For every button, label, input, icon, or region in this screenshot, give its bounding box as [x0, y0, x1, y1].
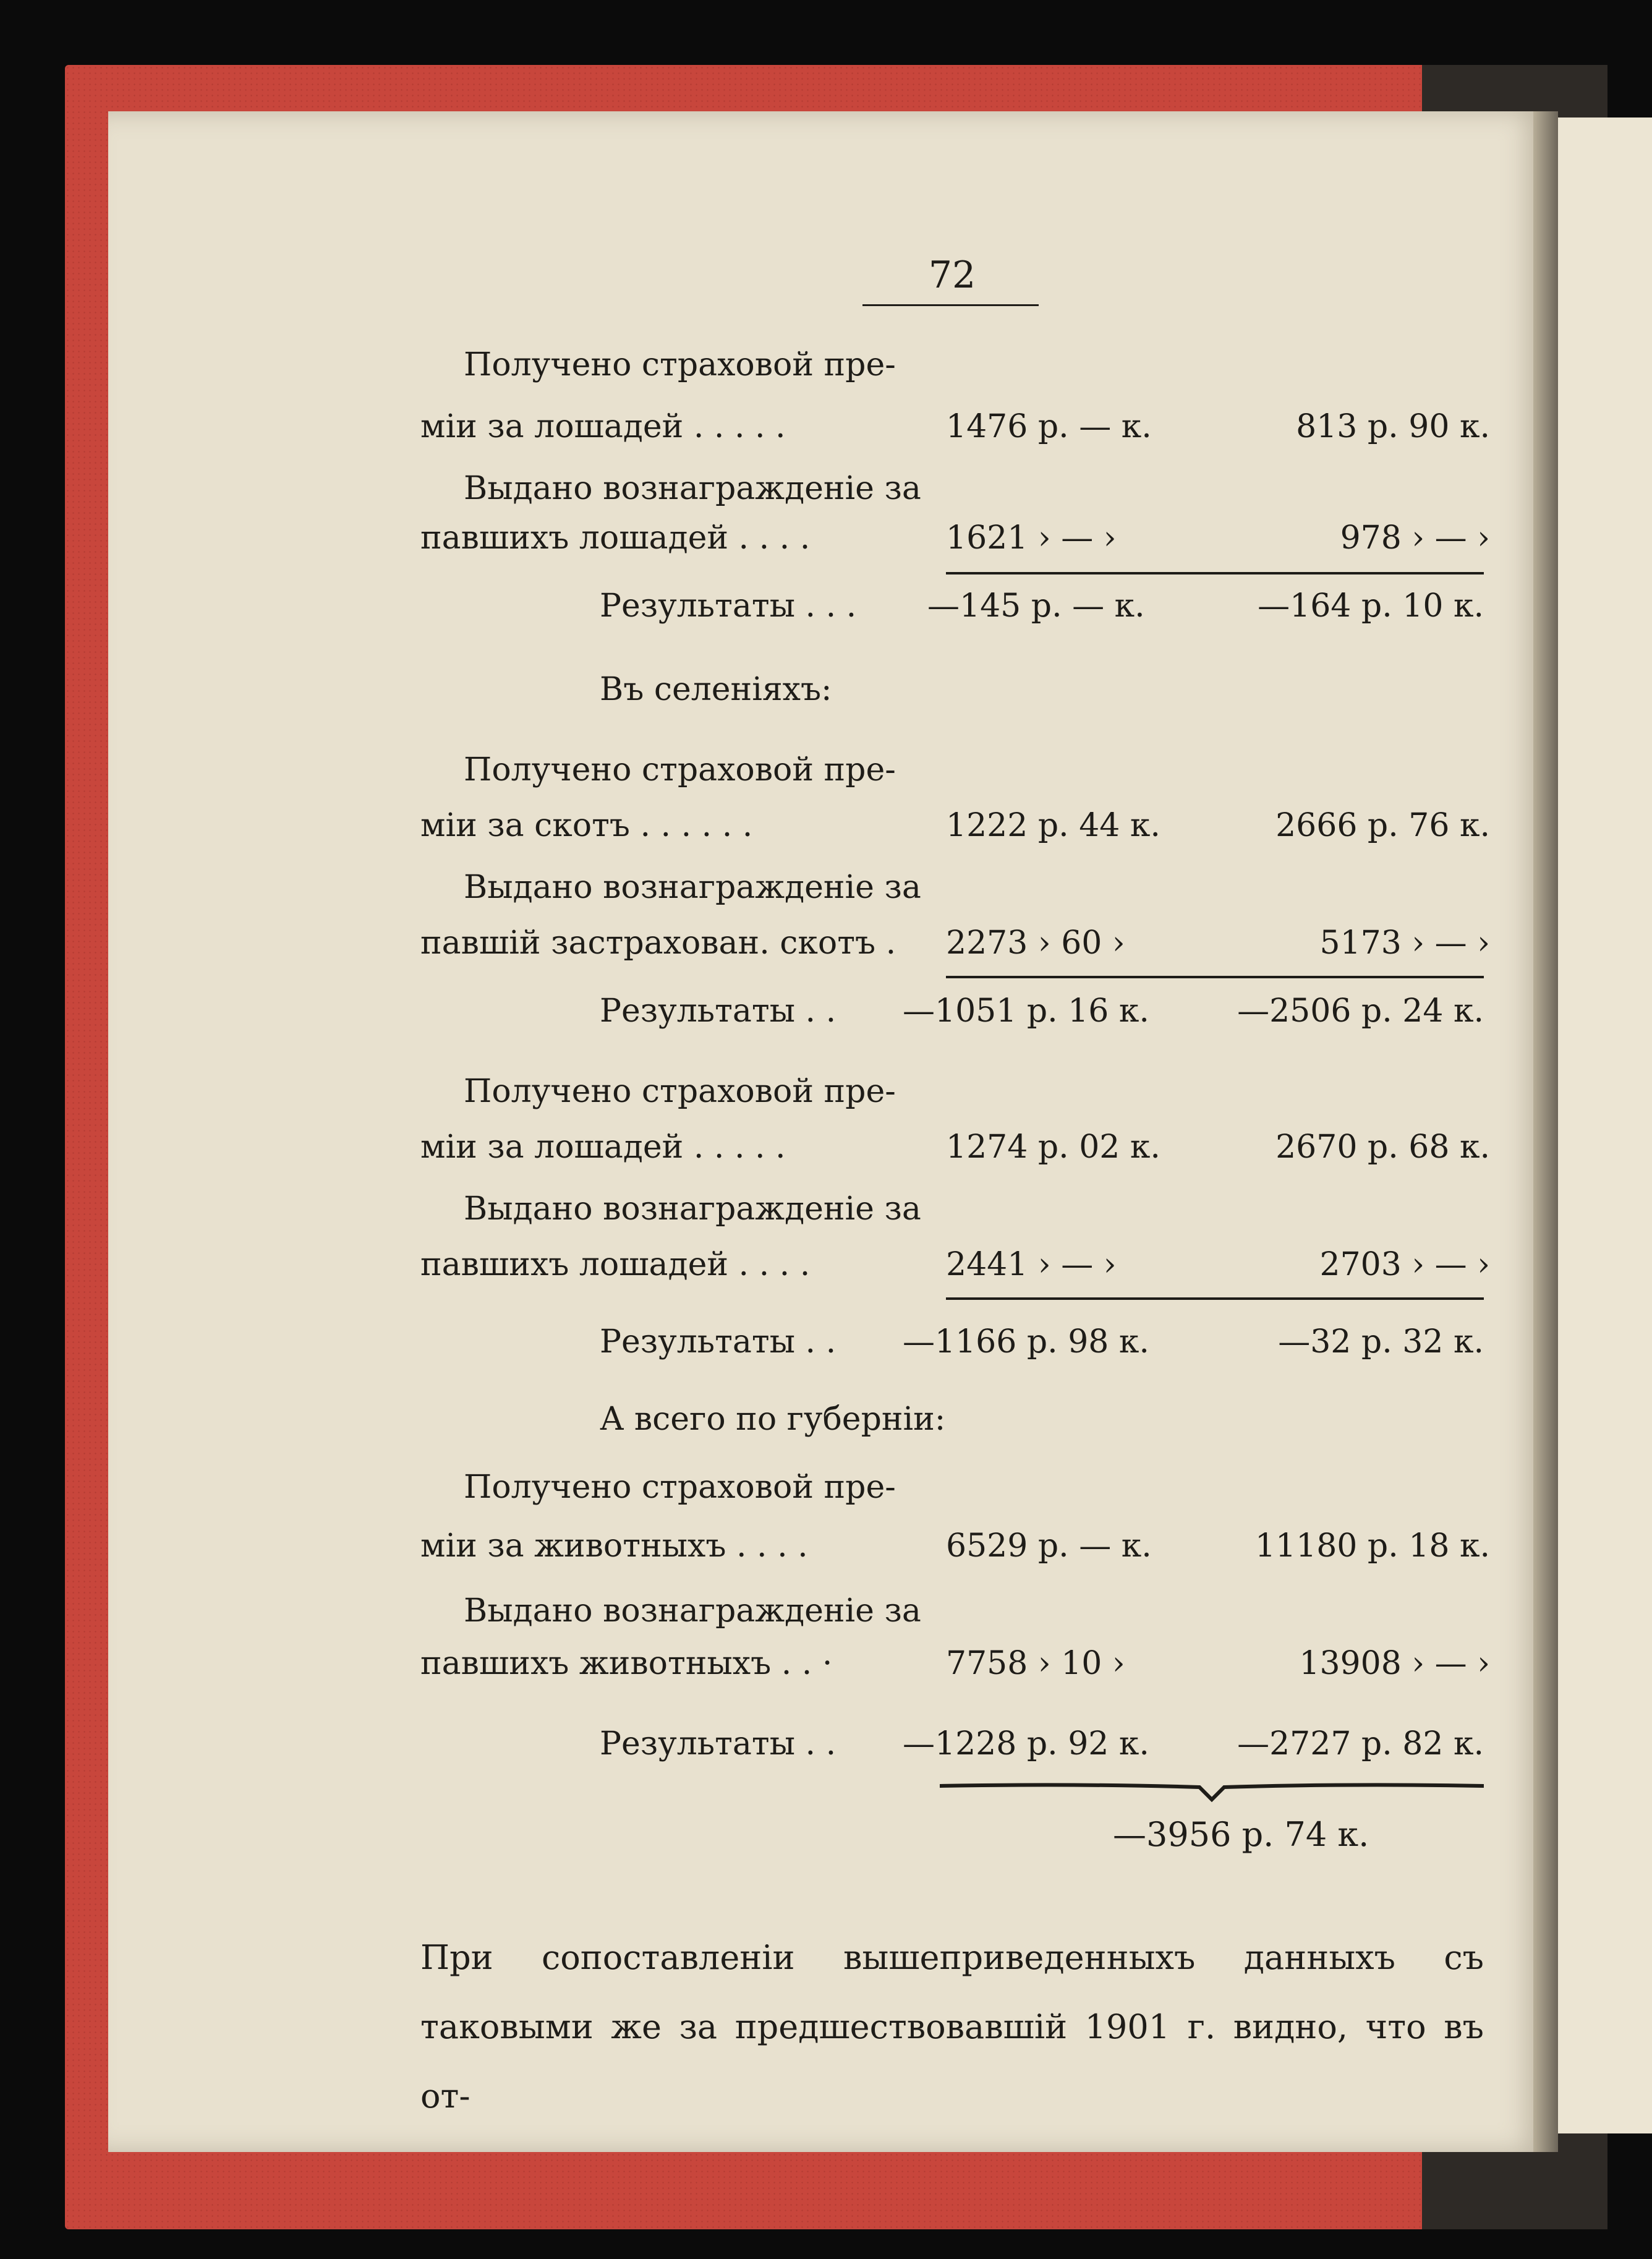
result-1901: —145 р. — к. — [927, 587, 1145, 625]
value-1901: 2441 › — › — [946, 1246, 1117, 1283]
row-label-line2: павшій застрахован. скотъ . — [420, 925, 896, 962]
value-1902: 2666 р. 76 к. — [1275, 807, 1490, 844]
value-1901: 1621 › — › — [946, 519, 1117, 557]
value-1902: 2670 р. 68 к. — [1275, 1129, 1490, 1166]
row-label-line2: міи за скотъ . . . . . . — [420, 807, 753, 844]
result-1902: —2727 р. 82 к. — [1237, 1725, 1484, 1762]
brace-rule — [940, 1775, 1484, 1812]
result-1901: —1051 р. 16 к. — [903, 993, 1149, 1030]
value-1901: 6529 р. — к. — [946, 1527, 1152, 1565]
row-label-line2: міи за лошадей . . . . . — [420, 1129, 786, 1166]
row-label-line1: Получено страховой пре- — [464, 346, 896, 383]
row-label-line1: Выдано вознагражденіе за — [464, 470, 921, 507]
value-1901: 1476 р. — к. — [946, 408, 1152, 445]
grand-total: —3956 р. 74 к. — [1113, 1815, 1369, 1854]
section-heading-total: А всего по губерніи: — [600, 1401, 946, 1438]
row-label-line1: Выдано вознагражденіе за — [464, 869, 921, 906]
value-1902: 813 р. 90 к. — [1296, 408, 1490, 445]
result-1901: —1166 р. 98 к. — [903, 1323, 1149, 1360]
result-1902: —164 р. 10 к. — [1258, 587, 1484, 625]
value-1902: 2703 › — › — [1319, 1246, 1490, 1283]
result-label: Результаты . . — [600, 993, 837, 1030]
value-1901: 7758 › 10 › — [946, 1645, 1125, 1682]
value-1901: 1222 р. 44 к. — [946, 807, 1160, 844]
value-1901: 2273 › 60 › — [946, 925, 1125, 962]
result-1901: —1228 р. 92 к. — [903, 1725, 1149, 1762]
sum-rule — [946, 572, 1484, 574]
row-label-line2: павшихъ животныхъ . . · — [420, 1645, 833, 1682]
body-paragraph: При сопоставленіи вышеприведенныхъ данныхъ съ таковыми же за предшествовавшій 1901 г. видно, что въ от- — [420, 1938, 1484, 2116]
value-1902: 11180 р. 18 к. — [1254, 1527, 1490, 1565]
row-label-line2: павшихъ лошадей . . . . — [420, 1246, 811, 1283]
row-label-line1: Получено страховой пре- — [464, 751, 896, 788]
sum-rule — [946, 1297, 1484, 1300]
section-heading-villages: Въ селеніяхъ: — [600, 671, 832, 708]
page-number: 72 — [928, 254, 976, 297]
row-label-line2: павшихъ лошадей . . . . — [420, 519, 811, 557]
value-1902: 978 › — › — [1340, 519, 1490, 557]
row-label-line2: міи за животныхъ . . . . — [420, 1527, 808, 1565]
value-1901: 1274 р. 02 к. — [946, 1129, 1160, 1166]
row-label-line1: Выдано вознагражденіе за — [464, 1190, 921, 1228]
value-1902: 5173 › — › — [1319, 925, 1490, 962]
sum-rule — [946, 976, 1484, 978]
result-label: Результаты . . — [600, 1725, 837, 1762]
row-label-line1: Получено страховой пре- — [464, 1073, 896, 1110]
value-1902: 13908 › — › — [1299, 1645, 1490, 1682]
result-1902: —32 р. 32 к. — [1278, 1323, 1484, 1360]
result-label: Результаты . . — [600, 1323, 837, 1360]
result-label: Результаты . . . — [600, 587, 857, 625]
row-label-line2: міи за лошадей . . . . . — [420, 408, 786, 445]
row-label-line1: Выдано вознагражденіе за — [464, 1592, 921, 1629]
row-label-line1: Получено страховой пре- — [464, 1469, 896, 1506]
page-number-rule — [862, 304, 1039, 306]
result-1902: —2506 р. 24 к. — [1237, 993, 1484, 1030]
